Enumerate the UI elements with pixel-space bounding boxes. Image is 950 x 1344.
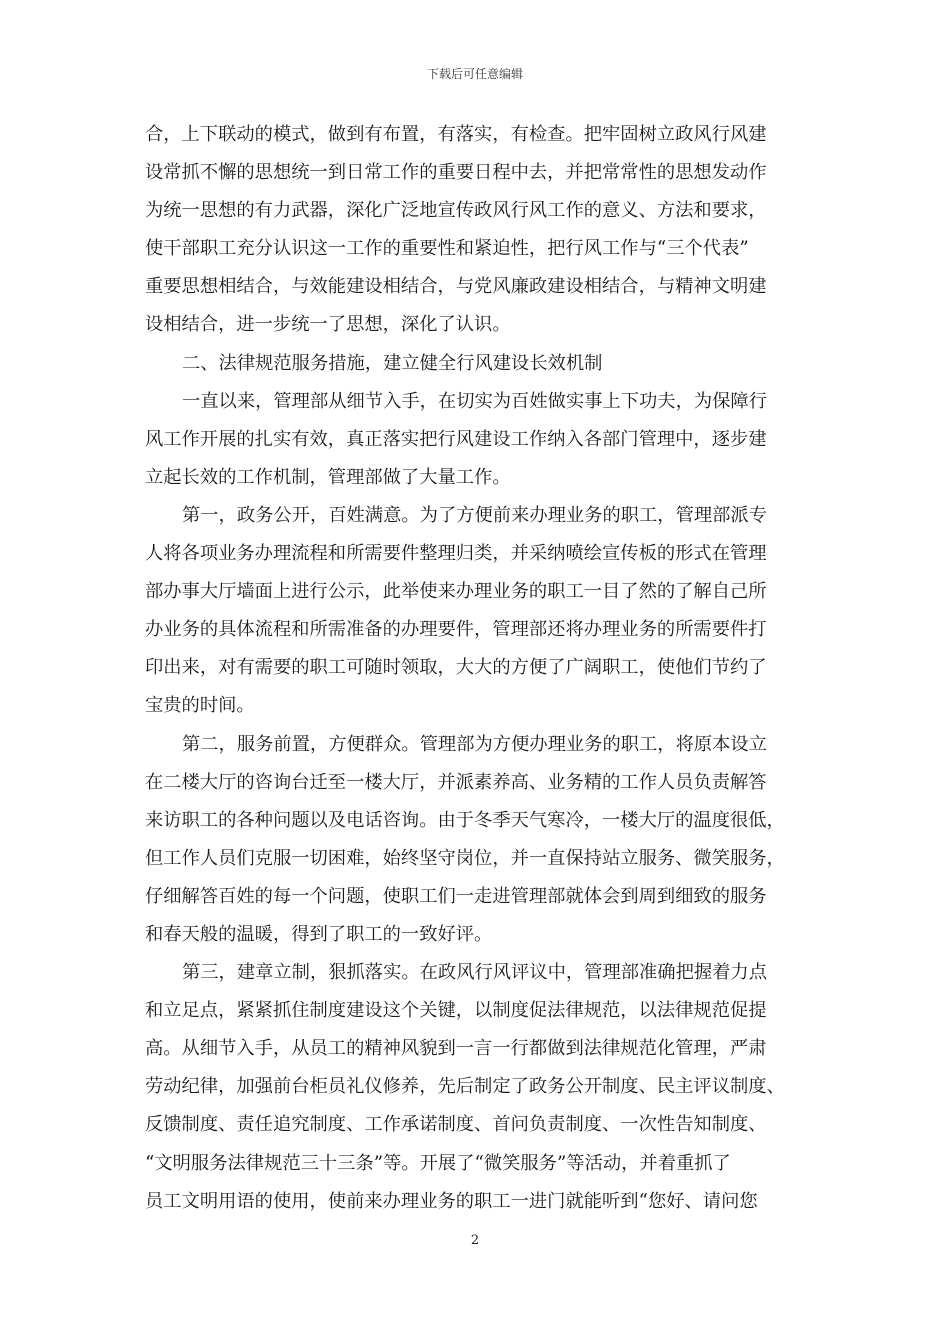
body-line: 员工文明用语的使用，使前来办理业务的职工一进门就能听到“您好、请问您 [145, 1190, 758, 1212]
body-line: 部办事大厅墙面上进行公示，此举使来办理业务的职工一目了然的了解自己所 [145, 581, 767, 603]
body-line: 宝贵的时间。 [145, 695, 255, 717]
paragraph-start: 一直以来，管理部从细节入手，在切实为百姓做实事上下功夫，为保障行 [182, 390, 767, 412]
body-line: 设常抓不懈的思想统一到日常工作的重要日程中去，并把常常性的思想发动作 [145, 162, 767, 184]
body-line: 反馈制度、责任追究制度、工作承诺制度、首问负责制度、一次性告知制度、 [145, 1114, 767, 1136]
body-line: 印出来，对有需要的职工可随时领取，大大的方便了广阔职工，使他们节约了 [145, 657, 767, 679]
paragraph-start: 第一，政务公开，百姓满意。为了方便前来办理业务的职工，管理部派专 [182, 504, 767, 526]
body-line: 和春天般的温暖，得到了职工的一致好评。 [145, 923, 493, 945]
body-line: 设相结合，进一步统一了思想，深化了认识。 [145, 314, 511, 336]
body-line: 立起长效的工作机制，管理部做了大量工作。 [145, 466, 511, 488]
body-line: 但工作人员们克服一切困难，始终坚守岗位，并一直保持站立服务、微笑服务， [145, 847, 785, 869]
body-line: 重要思想相结合，与效能建设相结合，与党风廉政建设相结合，与精神文明建 [145, 276, 767, 298]
body-line: 办业务的具体流程和所需准备的办理要件，管理部还将办理业务的所需要件打 [145, 619, 767, 641]
body-line: 人将各项业务办理流程和所需要件整理归类，并采纳喷绘宣传板的形式在管理 [145, 543, 767, 565]
body-line: 风工作开展的扎实有效，真正落实把行风建设工作纳入各部门管理中，逐步建 [145, 428, 767, 450]
page-header: 下载后可任意编辑 [426, 67, 523, 81]
document-body [145, 116, 807, 1221]
paragraph-start: 第二，服务前置，方便群众。管理部为方便办理业务的职工，将原本设立 [182, 733, 767, 755]
body-line: 高。从细节入手，从员工的精神风貌到一言一行都做到法律规范化管理，严肃 [145, 1038, 767, 1060]
body-line: 和立足点，紧紧抓住制度建设这个关键，以制度促法律规范，以法律规范促提 [145, 1000, 767, 1022]
body-line: 在二楼大厅的咨询台迁至一楼大厅，并派素养高、业务精的工作人员负责解答 [145, 771, 767, 793]
body-line: 为统一思想的有力武器，深化广泛地宣传政风行风工作的意义、方法和要求， [145, 200, 767, 222]
body-line: “文明服务法律规范三十三条”等。开展了“微笑服务”等活动，并着重抓了 [145, 1152, 731, 1174]
body-line: 使干部职工充分认识这一工作的重要性和紧迫性，把行风工作与“三个代表” [145, 238, 749, 260]
body-line: 合，上下联动的模式，做到有布置，有落实，有检查。把牢固树立政风行风建 [145, 124, 767, 145]
section-heading: 二、法律规范服务措施，建立健全行风建设长效机制 [182, 352, 603, 374]
page-number: 2 [470, 1233, 480, 1248]
body-line: 劳动纪律，加强前台柜员礼仪修养，先后制定了政务公开制度、民主评议制度、 [145, 1076, 785, 1098]
body-line: 来访职工的各种问题以及电话咨询。由于冬季天气寒冷，一楼大厅的温度很低， [145, 809, 785, 831]
paragraph-start: 第三，建章立制，狠抓落实。在政风行风评议中，管理部准确把握着力点 [182, 962, 767, 984]
body-line: 仔细解答百姓的每一个问题，使职工们一走进管理部就体会到周到细致的服务 [145, 885, 767, 907]
